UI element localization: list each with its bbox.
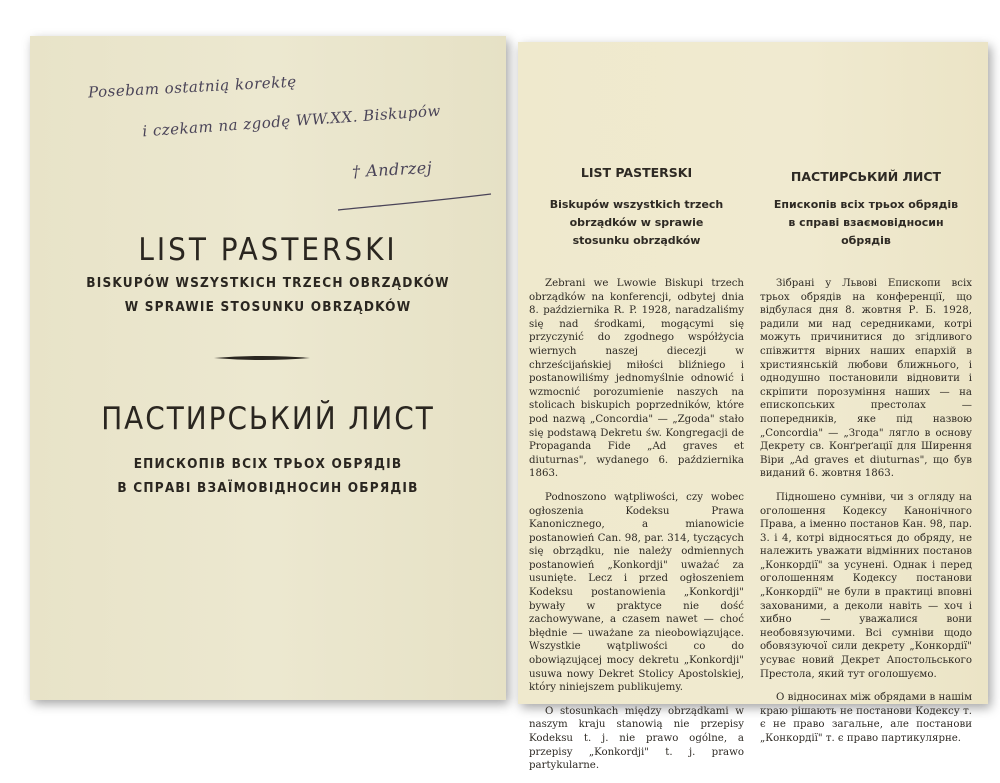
- handwritten-note-line-2: i czekam na zgodę WW.XX. Biskupów: [141, 101, 442, 141]
- polish-paragraph-2: Podnoszono wątpliwości, czy wobec ogłoszenia Kodeksu Prawa Kanonicznego, a mianowicie postanowień Can. 98, par. 314, tyczących się obrządku, nie należy odmiennych postanowień „Konkordji" uważać za usunięte. Lecz i przed ogłoszeniem Kodeksu postanowienia „Konkordji" bywały w praktyce nie dość zachowywane, a czasem nawet — choć błędnie — uważane za nieobowiązujące. Wszystkie wątpliwości co do obowiązującej mocy dekretu „Konkordji" usuwa nowy Dekret Stolicy Apostolskiej, który niniejszem publikujemy.: [529, 491, 744, 694]
- cover-polish-subtitle-1: BISKUPÓW WSZYSTKICH TRZECH OBRZĄDKÓW: [86, 275, 450, 291]
- ukrainian-column-heading: ПАСТИРСЬКИЙ ЛИСТ: [790, 169, 942, 184]
- ukrainian-paragraph-2: Підношено сумніви, чи з огляду на оголошення Кодексу Канонічного Права, а іменно постанов Кан. 98, пар. 3. і 4, котрі відносяться до обряду, не належить уважати відмінних постанов „Конкордії" за усунені. Однак і перед оголошенням Кодексу постанови „Конкордії" не були в практиці вповні захованими, а деколи навіть — хоч і хибно — уважалися вони необовязуючими. Всі сумніви щодо обовязуючої сили декрету „Конкордії" усуває новий Декрет Апостольського Престола, який тут оголошуємо.: [760, 491, 972, 680]
- cover-polish-subtitle-2: W SPRAWIE STOSUNKU OBRZĄDKÓW: [124, 299, 412, 315]
- polish-column-subheading: Biskupów wszystkich trzech obrządków w sprawie stosunku obrządków: [549, 198, 724, 247]
- cover-page: [30, 36, 506, 700]
- ukrainian-column-body: [760, 277, 972, 756]
- handwritten-note-line-1: Posebam ostatnią korektę: [87, 72, 298, 102]
- cover-ukrainian-subtitle-2: В СПРАВІ ВЗАЇМОВІДНОСИН ОБРЯДІВ: [117, 480, 419, 496]
- polish-paragraph-3: O stosunkach między obrządkami w naszym kraju stanowią nie przepisy Kodeksu t. j. nie prawo ogólne, a przepisy „Konkordji" t. j. prawo partykularne.: [529, 705, 744, 772]
- handwritten-signature: † Andrzej: [351, 157, 433, 182]
- polish-paragraph-1: Zebrani we Lwowie Biskupi trzech obrządków na konferencji, odbytej dnia 8. października R. P. 1928, naradzaliśmy się nad środkami, mogącymi się przyczynić do zgodnego współżycia wiernych naszej diecezji w chrześcijańskiej miłości bliźniego i postanowiliśmy jednomyślnie odnowić i wzmocnić porozumienie naszych na stolicach biskupich poprzedników, które pod nazwą „Concordia" — „Zgoda" stało się podstawą Dekretu św. Kongregacji de Propaganda Fide „Ad graves et diuturnas", wydanego 6. października 1863.: [529, 278, 744, 480]
- cover-divider: [214, 353, 310, 363]
- signature-flourish: [336, 188, 496, 218]
- polish-column-heading: LIST PASTERSKI: [580, 165, 693, 180]
- cover-polish-title: LIST PASTERSKI: [138, 232, 398, 268]
- cover-ukrainian-subtitle-1: ЕПИСКОПІВ ВСІХ ТРЬОХ ОБРЯДІВ: [133, 456, 403, 472]
- ukrainian-paragraph-3: О відносинах між обрядами в нашім краю рішають не постанови Кодексу т. є не право загальне, але постанови „Конкордії" т. є право партикулярне.: [760, 692, 972, 744]
- polish-column-body: [529, 277, 744, 783]
- ukrainian-column-subheading: Епископів всіх трьох обрядів в справі взаємовідносин обрядів: [773, 198, 959, 247]
- ukrainian-paragraph-1: Зібрані у Львові Епископи всіх трьох обрядів на конференції, що відбулася дня 8. жовтня Р. Б. 1928, радили ми над середниками, котрі можуть причинитися до згідливого співжиття вірних наших епархій в християнській любови ближнього, і однодушно постановили відновити і скріпити порозуміння наших — на епископських престолах — попередників, яке під назвою „Concordia" — „Згода" лягло в основу Декрету св. Конґреґації для Ширення Віри „Ad graves et diuturnas", що був виданий 6. жовтня 1863.: [760, 278, 972, 480]
- cover-ukrainian-title: ПАСТИРСЬКИЙ ЛИСТ: [101, 401, 435, 437]
